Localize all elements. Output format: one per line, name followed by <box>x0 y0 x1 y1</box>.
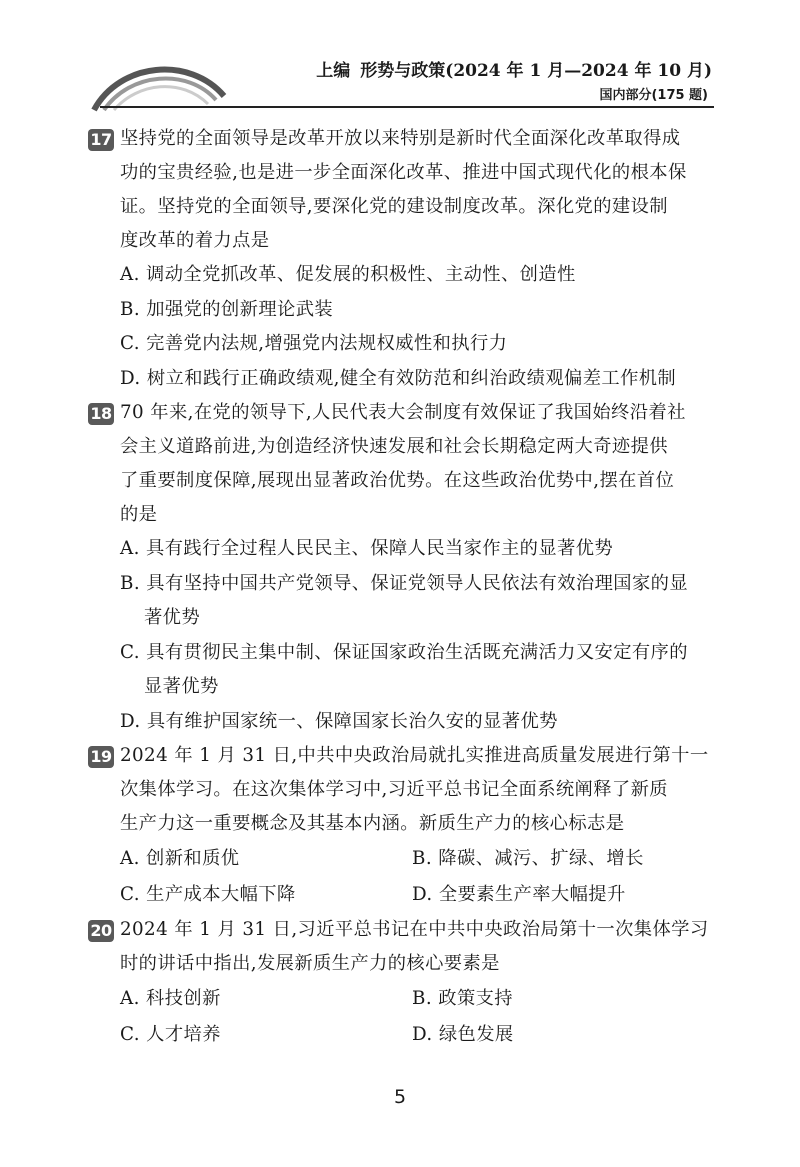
stem-line: 度改革的着力点是 <box>120 230 270 251</box>
question-stem <box>88 739 738 841</box>
stem-line: 70 年来,在党的领导下,人民代表大会制度有效保证了我国始终沿着社 <box>120 402 686 423</box>
option-c: C. 生产成本大幅下降 <box>120 884 296 905</box>
arc-logo-icon <box>90 56 230 112</box>
stem-line: 2024 年 1 月 31 日,习近平总书记在中共中央政治局第十一次集体学习 <box>120 919 709 940</box>
option-a: A. 创新和质优 <box>120 848 240 869</box>
question-number-badge: 19 <box>88 746 114 768</box>
header-title <box>316 56 712 81</box>
option-d: D. 绿色发展 <box>412 1024 514 1045</box>
header-part: 上编 <box>316 61 351 81</box>
header-subtitle: 国内部分(175 题) <box>599 88 708 103</box>
option-c: C. 人才培养 <box>120 1024 221 1045</box>
stem-line: 生产力这一重要概念及其基本内涵。新质生产力的核心标志是 <box>120 813 625 834</box>
page-header <box>0 0 800 120</box>
stem-line: 坚持党的全面领导是改革开放以来特别是新时代全面深化改革取得成 <box>120 128 681 149</box>
question-stem <box>88 122 738 258</box>
page-number: 5 <box>393 1086 407 1108</box>
question-19 <box>88 739 738 913</box>
question-18 <box>88 396 738 739</box>
option-b: B. 降碳、减污、扩绿、增长 <box>412 848 644 869</box>
header-section-title: 形势与政策(2024 年 1 月—2024 年 10 月) <box>360 61 712 81</box>
option-a: A. 调动全党抓改革、促发展的积极性、主动性、创造性 <box>120 264 576 285</box>
stem-line: 时的讲话中指出,发展新质生产力的核心要素是 <box>120 953 500 974</box>
option-row <box>88 1017 738 1053</box>
option-d: D. 全要素生产率大幅提升 <box>412 884 626 905</box>
stem-line: 2024 年 1 月 31 日,中共中央政治局就扎实推进高质量发展进行第十一 <box>120 745 709 766</box>
option-c: C. 完善党内法规,增强党内法规权威性和执行力 <box>120 333 508 354</box>
stem-line: 的是 <box>120 504 158 525</box>
stem-line: 了重要制度保障,展现出显著政治优势。在这些政治优势中,摆在首位 <box>120 470 675 491</box>
option-row <box>88 981 738 1017</box>
stem-line: 证。坚持党的全面领导,要深化党的建设制度改革。深化党的建设制 <box>120 196 668 217</box>
question-stem <box>88 396 738 532</box>
question-stem <box>88 913 738 981</box>
option-d: D. 树立和践行正确政绩观,健全有效防范和纠治政绩观偏差工作机制 <box>120 367 677 389</box>
option-line: C. 具有贯彻民主集中制、保证国家政治生活既充满活力又安定有序的 <box>120 641 688 663</box>
option-d: D. 具有维护国家统一、保障国家长治久安的显著优势 <box>120 710 558 732</box>
option-line: B. 具有坚持中国共产党领导、保证党领导人民依法有效治理国家的显 <box>120 572 689 594</box>
question-20 <box>88 913 738 1053</box>
question-list <box>88 122 738 1053</box>
stem-line: 次集体学习。在这次集体学习中,习近平总书记全面系统阐释了新质 <box>120 779 668 800</box>
question-17 <box>88 122 738 396</box>
option-a: A. 具有践行全过程人民民主、保障人民当家作主的显著优势 <box>120 538 614 559</box>
question-number-badge: 20 <box>88 920 114 942</box>
option-b <box>88 567 738 636</box>
option-row <box>88 877 738 913</box>
option-b: B. 加强党的创新理论武装 <box>120 298 334 320</box>
stem-line: 功的宝贵经验,也是进一步全面深化改革、推进中国式现代化的根本保 <box>120 162 687 183</box>
question-number-badge: 18 <box>88 403 114 425</box>
option-c <box>88 636 738 705</box>
option-line: 显著优势 <box>144 676 219 697</box>
header-divider <box>100 106 714 108</box>
option-a: A. 科技创新 <box>120 988 221 1009</box>
stem-line: 会主义道路前进,为创造经济快速发展和社会长期稳定两大奇迹提供 <box>120 436 668 457</box>
question-number-badge: 17 <box>88 129 114 151</box>
option-line: 著优势 <box>144 607 201 628</box>
option-row <box>88 841 738 877</box>
option-b: B. 政策支持 <box>412 988 513 1009</box>
